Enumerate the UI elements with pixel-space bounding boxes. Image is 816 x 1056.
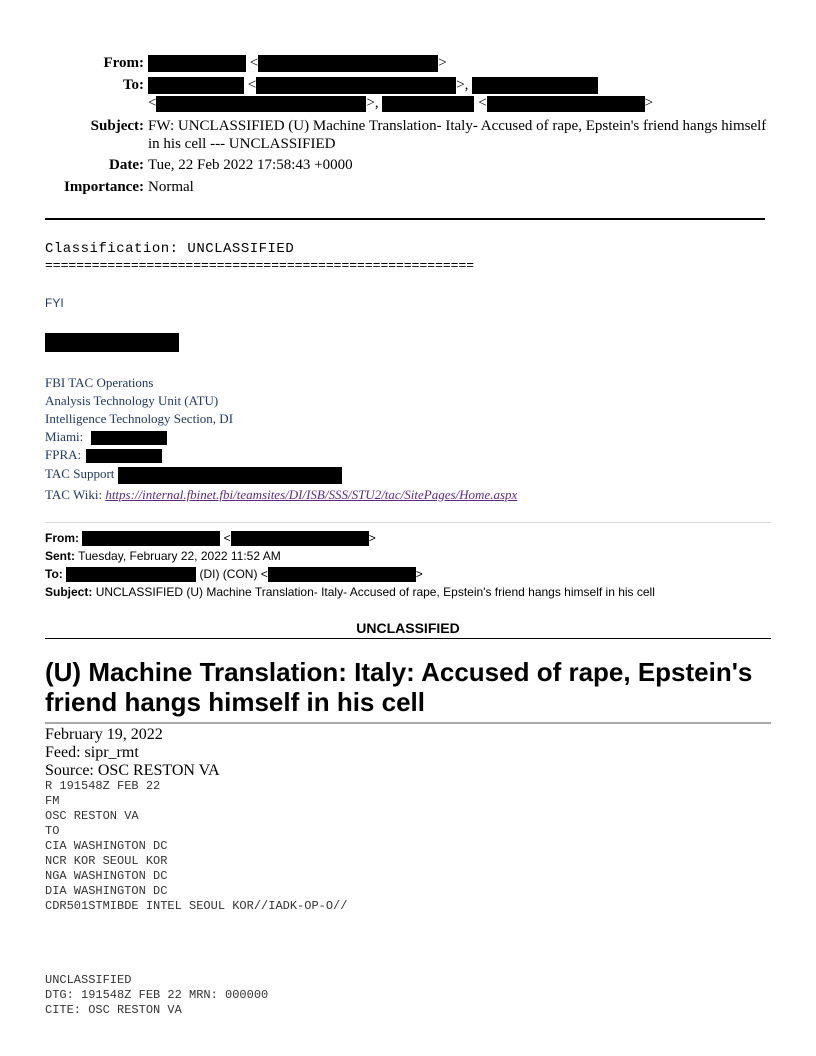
telegram-footer-line: UNCLASSIFIED [45, 973, 132, 987]
from-label: From: [103, 55, 144, 71]
redaction [156, 96, 366, 112]
redaction [268, 567, 416, 582]
sig-section: Intelligence Technology Section, DI [45, 411, 234, 426]
telegram-line: OSC RESTON VA [45, 809, 139, 823]
redaction [91, 431, 167, 445]
fwd-sent-value: Tuesday, February 22, 2022 11:52 AM [78, 549, 281, 563]
redaction [258, 55, 438, 72]
header-divider [45, 218, 765, 220]
title-rule [45, 722, 771, 724]
tac-support-label: TAC Support [45, 466, 115, 481]
fwd-subject-value: UNCLASSIFIED (U) Machine Translation- Italy- Accused of rape, Epstein's friend hangs himself in his cell [95, 585, 655, 599]
from-value: < > [148, 54, 447, 72]
telegram-footer-line: DTG: 191548Z FEB 22 MRN: 000000 [45, 988, 269, 1002]
fyi-text: FYI [45, 296, 64, 310]
telegram-line: TO [45, 824, 60, 838]
date-label: Date: [109, 157, 144, 173]
telegram-footer-line: CITE: OSC RESTON VA [45, 1003, 182, 1017]
sender-name-redaction [45, 333, 179, 352]
telegram-line: R 191548Z FEB 22 [45, 779, 161, 793]
redaction [86, 449, 162, 463]
forward-divider [45, 522, 771, 523]
article-title: (U) Machine Translation: Italy: Accused of rape, Epstein's friend hangs himself in his cell [45, 657, 753, 717]
fwd-from-row: From: < > [45, 531, 376, 545]
to-label: To: [122, 77, 144, 93]
fwd-from-label: From: [45, 531, 79, 545]
redaction [82, 531, 220, 546]
sig-tac-support [45, 465, 342, 484]
subject-value: FW: UNCLASSIFIED (U) Machine Translation- Italy- Accused of rape, Epstein's friend hangs himself in his cell --- UNCLASSIFIED [148, 118, 767, 152]
sig-unit: Analysis Technology Unit (ATU) [45, 393, 219, 408]
importance-label: Importance: [64, 179, 144, 195]
article-date: February 19, 2022 [45, 726, 163, 743]
telegram-line: NCR KOR SEOUL KOR [45, 854, 168, 868]
redaction [118, 467, 342, 484]
fwd-sent-row [45, 547, 281, 565]
classification-separator: ======================================================= [45, 258, 475, 273]
telegram-line: NGA WASHINGTON DC [45, 869, 168, 883]
fpra-label: FPRA: [45, 447, 82, 462]
fwd-subject-label: Subject: [45, 585, 93, 599]
telegram-line: CIA WASHINGTON DC [45, 839, 168, 853]
fwd-to-label: To: [45, 567, 63, 581]
to-value: < >, [148, 76, 598, 94]
date-value: Tue, 22 Feb 2022 17:58:43 +0000 [148, 157, 353, 173]
article-source: Source: OSC RESTON VA [45, 762, 220, 779]
fwd-to-row: To: (DI) (CON) < > [45, 567, 423, 581]
importance-value: Normal [148, 179, 194, 195]
fwd-subject-row [45, 583, 655, 601]
to-value-cont: < >, < > [148, 95, 654, 111]
sig-fpra [45, 446, 162, 464]
miami-label: Miami: [45, 429, 84, 444]
fwd-sent-label: Sent: [45, 549, 75, 563]
sig-miami [45, 428, 167, 446]
wiki-label: TAC Wiki: [45, 487, 103, 502]
telegram-line: CDR501STMIBDE INTEL SEOUL KOR//IADK-OP-O// [45, 899, 348, 913]
classification-banner: UNCLASSIFIED [356, 620, 460, 636]
telegram-line: DIA WASHINGTON DC [45, 884, 168, 898]
redaction [66, 567, 196, 582]
redaction [148, 77, 244, 94]
redaction [472, 77, 598, 94]
fwd-to-suffix: (DI) (CON) < [199, 567, 268, 581]
redaction [382, 96, 474, 112]
sig-wiki [45, 486, 517, 504]
article-feed: Feed: sipr_rmt [45, 744, 139, 761]
redaction [256, 77, 456, 94]
redaction [487, 96, 645, 112]
redaction [231, 531, 369, 546]
tac-wiki-link[interactable]: https://internal.fbinet.fbi/teamsites/DI/ISB/SSS/STU2/tac/SitePages/Home.aspx [105, 487, 518, 502]
subject-label: Subject: [90, 118, 144, 134]
telegram-line: FM [45, 794, 60, 808]
banner-rule [45, 638, 771, 639]
redaction [148, 55, 246, 72]
classification-line: Classification: UNCLASSIFIED [45, 241, 295, 257]
sig-org: FBI TAC Operations [45, 375, 154, 390]
